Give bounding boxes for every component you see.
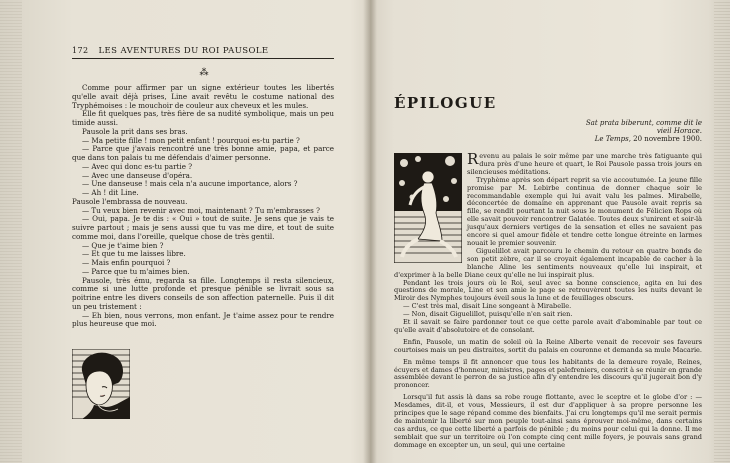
- paragraph: En même temps il fit annoncer que tous les habitants de la demeure royale, Reines, écuyers et dames d'honneur, ministres, pages et palefreniers, conscrit à se réunir en grande assemblée devant le perron de sa justice afin d'y entendre les discours qu'il jugerait bon d'y prononcer.: [394, 357, 702, 390]
- epigraph-source-date: 20 novembre 1900.: [633, 135, 702, 143]
- epigraph-source: [534, 135, 702, 143]
- paragraph: — C'est très mal, disait Line songeant à Mirabelle.: [403, 302, 572, 311]
- paragraph: — Tu veux bien revenir avec moi, maintenant ? Tu m'embrasses ?: [82, 205, 320, 215]
- paragraph: — Une danseuse ! mais cela n'a aucune importance, alors ?: [82, 179, 298, 189]
- paragraph: — Et que tu me laisses libre.: [82, 249, 186, 259]
- paragraph: — Mais enfin pourquoi ?: [82, 258, 171, 267]
- paragraph: evenu au palais le soir même par une marche très fatiguante qui dura près d'une heure et quart, le Roi Pausole passa trois jours en silencieuses méditations.: [467, 152, 702, 176]
- running-head-title: LES AVENTURES DU ROI PAUSOLE: [98, 46, 269, 56]
- page-edges-left: [0, 0, 22, 463]
- book-gutter: [363, 0, 377, 463]
- paragraph: Elle fit quelques pas, très fière de sa nudité symbolique, mais un peu timide aussi.: [72, 109, 334, 127]
- paragraph: — Que je t'aime bien ?: [82, 240, 164, 250]
- drop-cap-letter: R: [467, 150, 479, 168]
- right-page: [394, 18, 702, 450]
- paragraph: — Avec qui donc es-tu partie ?: [82, 161, 193, 171]
- left-page-text: [72, 84, 334, 329]
- paragraph: Comme pour affirmer par un signe extérieur toutes les libertés qu'elle avait déjà prises, Line avait revêtu le costume national des Tryphémoises : le mouchoir de couleur aux cheveux et les mules.: [72, 83, 334, 110]
- epigraph-line-2: vieil Horace.: [656, 127, 702, 135]
- paragraph: — Avec une danseuse d'opéra.: [82, 170, 193, 180]
- epigraph-source-journal: Le Temps,: [594, 135, 631, 143]
- paragraph: Tryphème après son départ reprit sa vie accoutumée. La jeune fille promise par M. Lebirbe continua de donner chaque soir le recommandable exemple qui lui avait valu les palmes. Mirabelle, déconcertée de domaine en apprenant que Pausole avait repris sa fille, se rendit pourtant la nuit sous le monument de Félicien Rops où elle savait pouvoir rencontrer Galatée. Toutes deux s'unirent et soir-là jusqu'aux derniers vertiges de la sensation et elles ne savaient pas encore si quel amour fidèle et tendre cette longue étreinte en larmes nouait le premier souvenir.: [467, 175, 702, 247]
- page-edges-right: [714, 0, 730, 463]
- paragraph: Giguelillot avait parcouru le chemin du retour en quatre bonds de son petit zèbre, car il se croyait également incapable de cacher à la blanche Aline les sentiments nouveaux qu'elle lui inspirait, et d'exprimer à la belle Diane ceux qu'elle ne lui inspirait plus.: [394, 246, 702, 279]
- paragraph: — Ma petite fille ! mon petit enfant ! pourquoi es-tu partie ?: [82, 135, 300, 145]
- paragraph: Pausole la prit dans ses bras.: [82, 126, 188, 136]
- left-page: [72, 46, 334, 423]
- woodcut-portrait-illustration: [72, 349, 130, 419]
- epigraph-line-1: Sat prata biberunt, comme dit le: [585, 119, 702, 127]
- paragraph: Lorsqu'il fut assis là dans sa robe rouge flottante, avec le sceptre et le globe d'or : — Mesdames, dit-il, et vous, Messieurs, il est dur d'appliquer à sa propre personne les principes que le sage répand comme des bienfaits. J'ai cru longtemps qu'il me serait permis de maintenir la liberté sur mon peuple tout-ainsi sans éprouver moi-même, dans certains cas ardus, ce que cette liberté a parfois de pénible ; du moins pour celui qui la donne. Il me semblait que sur un territoire où l'on compte cinq cent mille foyers, je pouvais sans grand dommage en excepter un, un seul, qui une certaine: [394, 393, 702, 449]
- paragraph: — Parce que j'avais rencontré une très bonne amie, papa, et parce que dans ton palais tu me défendais d'aimer personne.: [72, 144, 334, 162]
- woodcut-nude-illustration: [394, 153, 462, 263]
- paragraph: — Eh bien, nous verrons, mon enfant. Je t'aime assez pour te rendre plus heureuse que moi.: [72, 310, 334, 329]
- paragraph: Et il savait se faire pardonner tout ce que cette parole avait d'abominable par tout ce qu'elle avait d'absolutoire et de consolant.: [394, 318, 702, 334]
- chapter-title: ÉPILOGUE: [394, 94, 497, 112]
- paragraph: Pendant les trois jours où le Roi, seul avec sa bonne conscience, agita en lui des questions de morale, Line et son amie le page se retrouvèrent toutes les nuits devant le Miroir des Nymphes toujours éveil sous la lune et de feuillages obscurs.: [394, 278, 702, 303]
- paragraph: — Parce que tu m'aimes bien.: [82, 266, 190, 276]
- paragraph: — Non, disait Giguelillot, puisqu'elle n'en sait rien.: [403, 310, 573, 319]
- paragraph: Pausole l'embrassa de nouveau.: [72, 196, 188, 206]
- paragraph: Pausole, très ému, regarda sa fille. Longtemps il resta silencieux, comme si une lutte profonde et presque pénible se livrait sous sa poitrine entre les divers conseils de son affection paternelle. Puis il dit un peu tristement :: [72, 275, 334, 311]
- paragraph: — Oui, papa. Je te dis : « Oui » tout de suite. Je sens que je vais te suivre partout ; mais je sens aussi que tu vas me dire, et tout de suite comme moi, dans l'oreille, quelque chose de très gentil.: [72, 214, 334, 241]
- paragraph: Enfin, Pausole, un matin de soleil où la Reine Alberte venait de recevoir ses faveurs courtoises mais un peu distraites, sortit du palais en couronne et demanda sa mule Macarie.: [394, 337, 703, 354]
- running-header: [72, 46, 334, 59]
- section-ornament: ⁂: [199, 68, 207, 78]
- page-number: 172: [72, 46, 89, 55]
- right-page-text: [394, 150, 703, 450]
- epigraph: [394, 119, 702, 143]
- paragraph: — Ah ! dit Line.: [82, 188, 139, 197]
